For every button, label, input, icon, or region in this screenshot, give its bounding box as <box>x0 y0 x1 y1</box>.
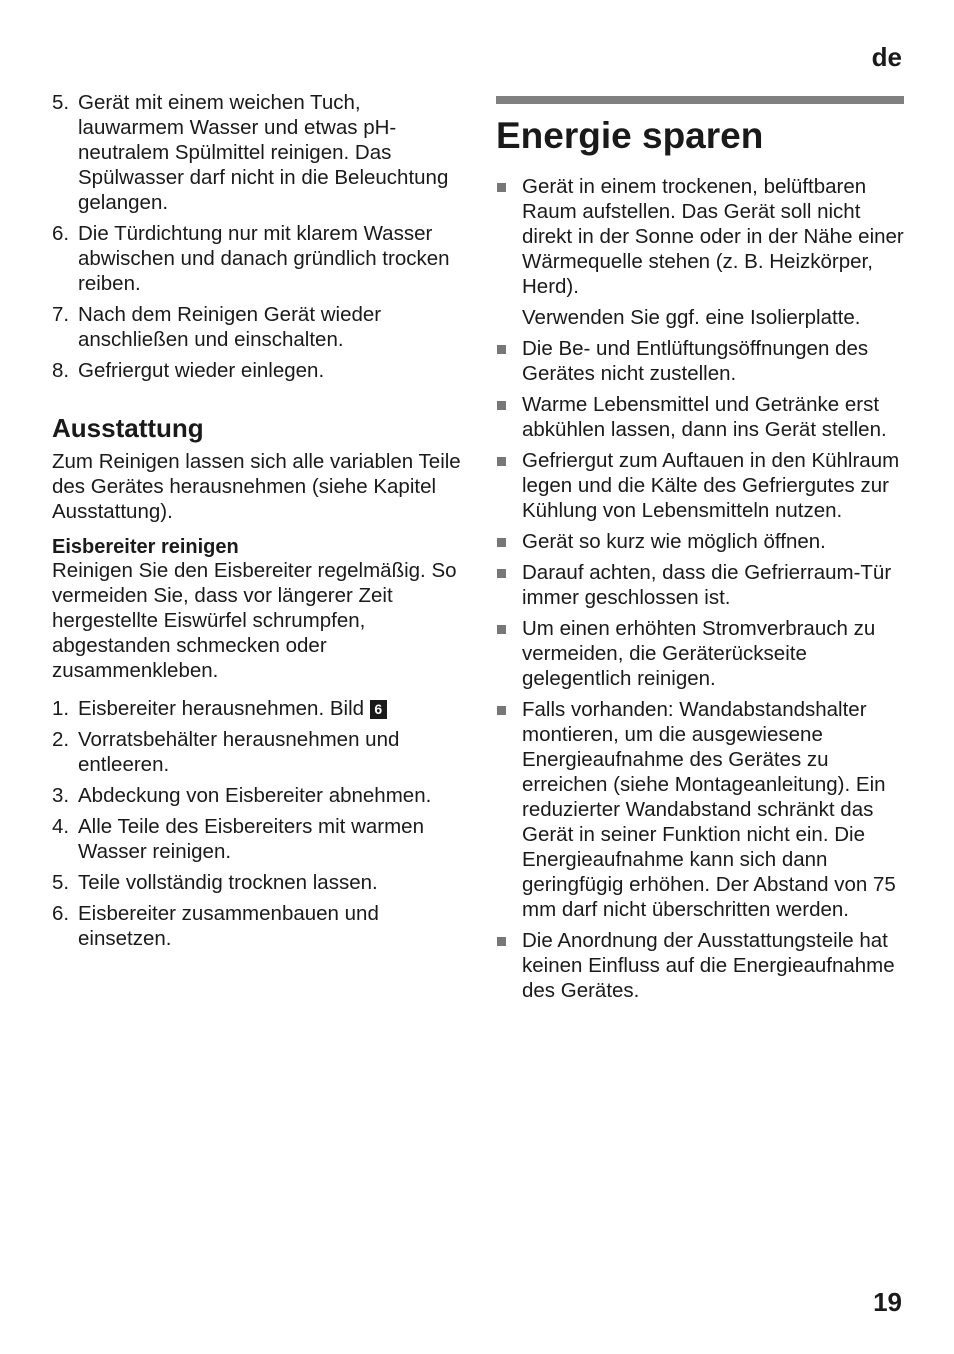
bullet-text: Gerät so kurz wie möglich öffnen. <box>522 530 826 553</box>
step-number: 2. <box>52 728 70 751</box>
step-number: 3. <box>52 784 70 807</box>
list-item <box>496 336 904 386</box>
step-text: Die Türdichtung nur mit klarem Wasser abwischen und danach gründlich trocken reiben. <box>78 222 450 295</box>
ausstattung-heading: Ausstattung <box>52 413 204 443</box>
step-number: 8. <box>52 359 70 382</box>
step-number: 6. <box>52 902 70 925</box>
step-text: Eisbereiter zusammenbauen und einsetzen. <box>78 902 379 950</box>
list-item <box>496 448 904 523</box>
figure-reference-badge: 6 <box>370 700 387 719</box>
list-item <box>52 90 462 215</box>
bullet-text: Die Anordnung der Ausstattungsteile hat keinen Einfluss auf die Energieaufnahme des Gerätes. <box>522 929 895 1002</box>
list-item <box>52 696 462 721</box>
step-text: Abdeckung von Eisbereiter abnehmen. <box>78 784 432 807</box>
list-item <box>496 392 904 442</box>
list-item <box>52 901 462 951</box>
bullet-text: Warme Lebensmittel und Getränke erst abkühlen lassen, dann ins Gerät stellen. <box>522 393 887 441</box>
list-item <box>52 783 462 808</box>
step-number: 1. <box>52 697 70 720</box>
bullet-note: Verwenden Sie ggf. eine Isolierplatte. <box>522 306 861 329</box>
square-bullet-icon <box>497 937 506 946</box>
step-number: 6. <box>52 222 70 245</box>
bullet-text: Darauf achten, dass die Gefrierraum-Tür immer geschlossen ist. <box>522 561 892 609</box>
list-item <box>52 727 462 777</box>
ausstattung-text: Zum Reinigen lassen sich alle variablen Teile des Gerätes herausnehmen (siehe Kapitel Ausstattung). <box>52 450 461 523</box>
step-text: Gerät mit einem weichen Tuch, lauwarmem Wasser und etwas pH-neutralem Spülmittel reinigen. Das Spülwasser darf nicht in die Beleuchtung gelangen. <box>78 91 449 214</box>
bullet-text: Um einen erhöhten Stromverbrauch zu vermeiden, die Geräterückseite gelegentlich reinigen. <box>522 617 876 690</box>
list-item <box>496 697 904 922</box>
eisbereiter-steps-list <box>52 696 462 951</box>
list-item <box>496 616 904 691</box>
list-item <box>52 302 462 352</box>
square-bullet-icon <box>497 538 506 547</box>
list-item <box>496 928 904 1003</box>
eisbereiter-text: Reinigen Sie den Eisbereiter regelmäßig. So vermeiden Sie, dass vor längerer Zeit hergestellte Eiswürfel schrumpfen, abgestanden schmecken oder zusammenkleben. <box>52 559 457 682</box>
page-number: 19 <box>873 1287 902 1317</box>
square-bullet-icon <box>497 457 506 466</box>
section-divider <box>496 96 904 104</box>
list-item <box>52 870 462 895</box>
list-item <box>52 814 462 864</box>
eisbereiter-heading: Eisbereiter reinigen <box>52 536 239 558</box>
list-item <box>496 560 904 610</box>
step-number: 5. <box>52 871 70 894</box>
step-text: Gefriergut wieder einlegen. <box>78 359 325 382</box>
step-number: 7. <box>52 303 70 326</box>
energie-bullet-list <box>496 174 904 1003</box>
step-text: Alle Teile des Eisbereiters mit warmen Wasser reinigen. <box>78 815 424 863</box>
square-bullet-icon <box>497 401 506 410</box>
step-text: Eisbereiter herausnehmen. Bild <box>78 697 365 720</box>
step-number: 4. <box>52 815 70 838</box>
square-bullet-icon <box>497 183 506 192</box>
square-bullet-icon <box>497 569 506 578</box>
step-text: Teile vollständig trocknen lassen. <box>78 871 378 894</box>
left-column <box>52 90 462 957</box>
square-bullet-icon <box>497 706 506 715</box>
step-number: 5. <box>52 91 70 114</box>
energie-heading: Energie sparen <box>496 115 764 156</box>
bullet-text: Falls vorhanden: Wandabstandshalter montieren, um die ausgewiesene Energieaufnahme des Gerätes zu erreichen (siehe Montageanleitung). Ein reduzierter Wandabstand schränkt das Gerät in seiner Funktion nicht ein. Die Energieaufnahme kann sich dann geringfügig erhöhen. Der Abstand von 75 mm darf nicht überschritten werden. <box>522 698 896 921</box>
list-item <box>496 174 904 330</box>
step-text: Nach dem Reinigen Gerät wieder anschließen und einschalten. <box>78 303 382 351</box>
list-item <box>52 221 462 296</box>
list-item <box>496 529 904 554</box>
cleaning-steps-list <box>52 90 462 383</box>
bullet-text: Gerät in einem trockenen, belüftbaren Raum aufstellen. Das Gerät soll nicht direkt in der Sonne oder in der Nähe einer Wärmequelle stehen (z. B. Heizkörper, Herd). <box>522 175 904 298</box>
bullet-text: Die Be- und Entlüftungsöffnungen des Gerätes nicht zustellen. <box>522 337 869 385</box>
language-label: de <box>871 42 902 72</box>
list-item <box>52 358 462 383</box>
bullet-text: Gefriergut zum Auftauen in den Kühlraum legen und die Kälte des Gefriergutes zur Kühlung von Lebensmitteln nutzen. <box>522 449 900 522</box>
step-text: Vorratsbehälter herausnehmen und entleeren. <box>78 728 400 776</box>
right-column <box>496 96 904 1009</box>
square-bullet-icon <box>497 625 506 634</box>
square-bullet-icon <box>497 345 506 354</box>
